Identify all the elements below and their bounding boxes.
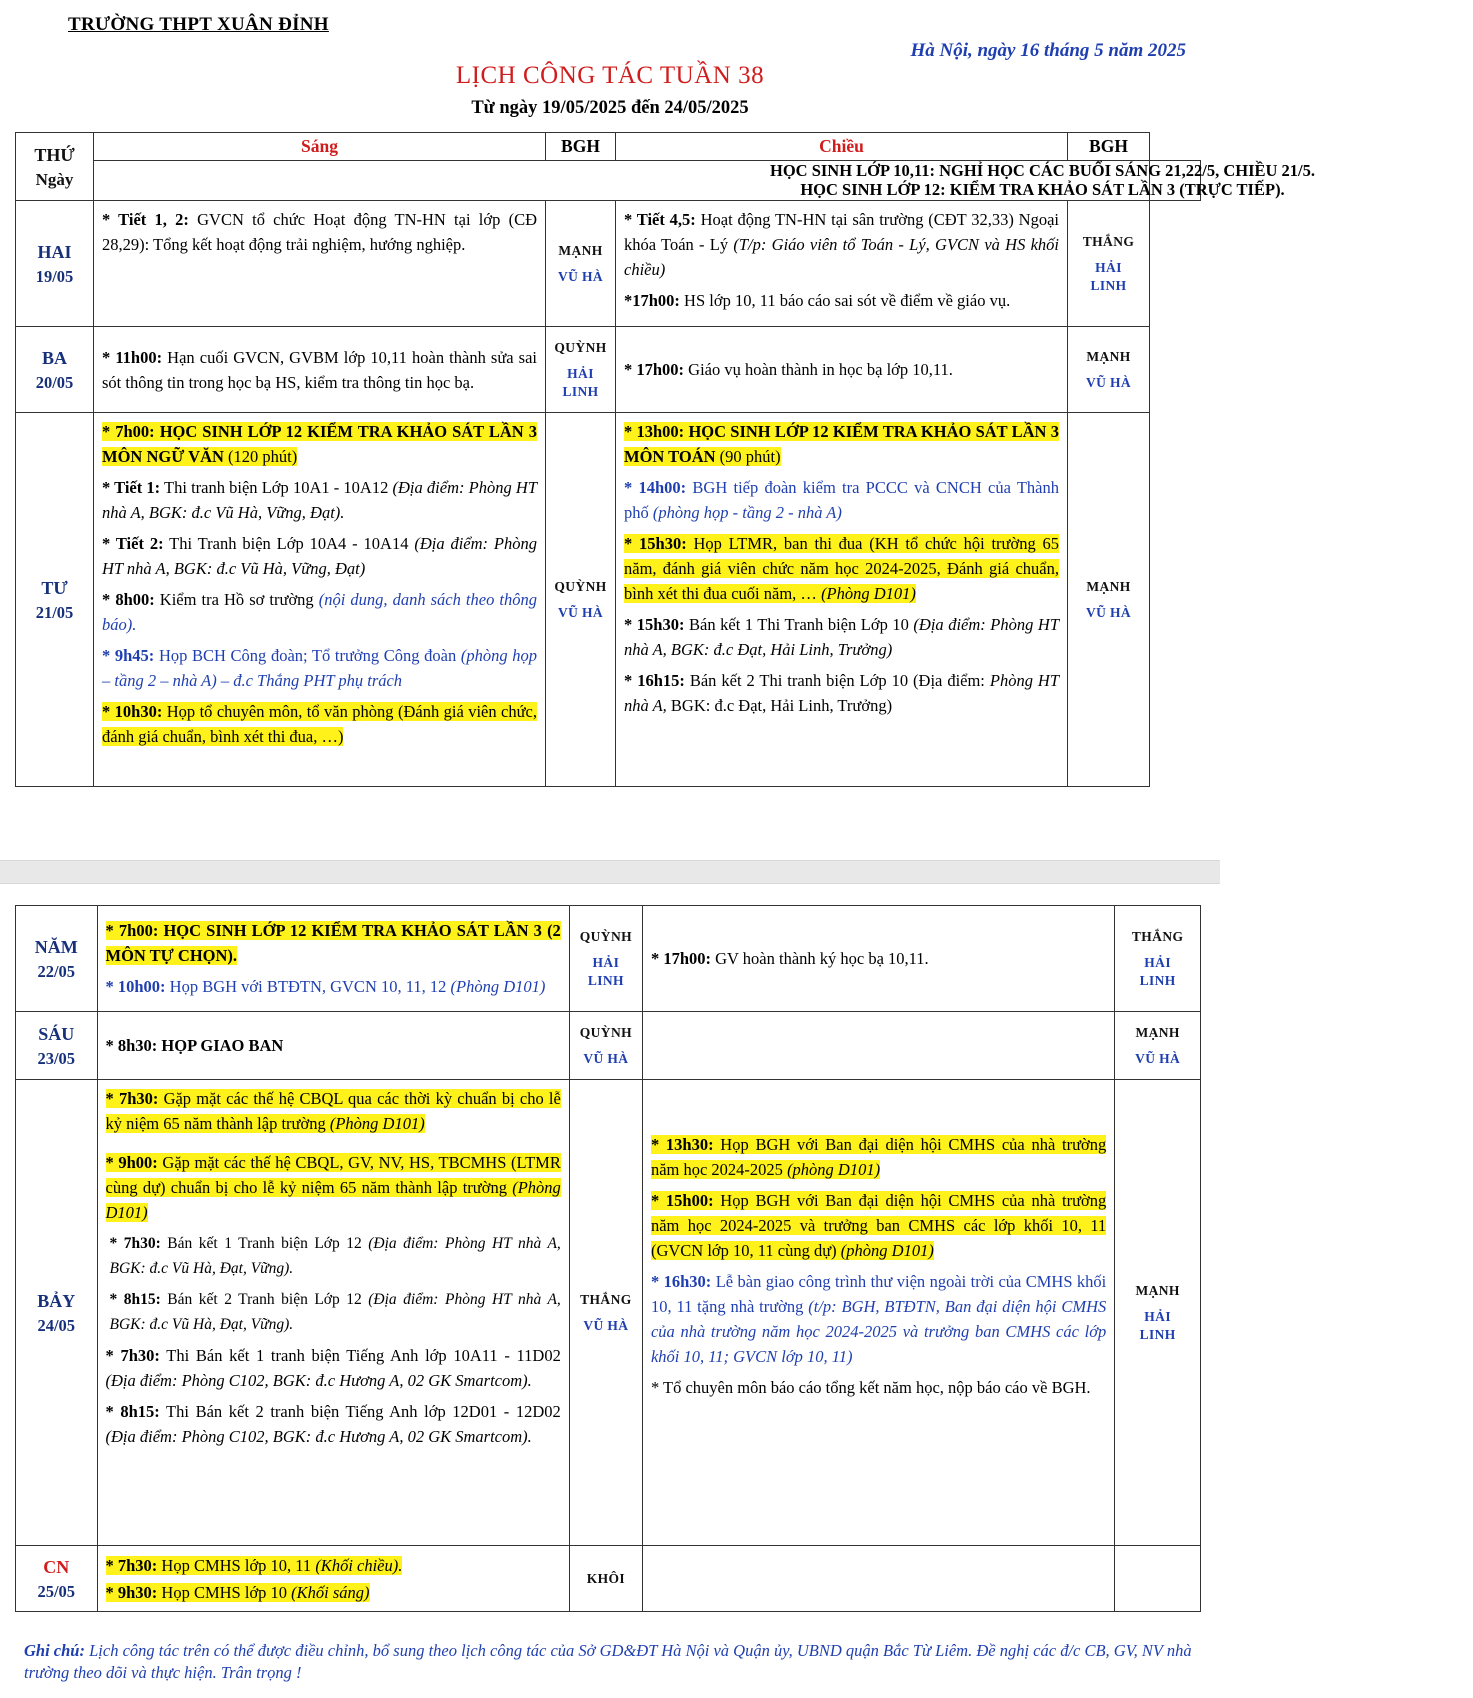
- list-item: * 7h30: Thi Bán kết 1 tranh biện Tiếng Anh lớp 10A11 - 11D02 (Địa điểm: Phòng C102, BGK: đ.c Hương A, 02 GK Smartcom).: [105, 1346, 561, 1390]
- list-item: * Tổ chuyên môn báo cáo tổng kết năm học, nộp báo cáo về BGH.: [650, 1378, 1091, 1397]
- col-header-morning: Sáng: [94, 133, 546, 161]
- bgh-cell: QUỲNH HẢI LINH: [546, 327, 616, 413]
- afternoon-cell: [642, 1080, 1114, 1546]
- issue-date: Hà Nội, ngày 16 tháng 5 năm 2025: [910, 40, 1186, 61]
- bgh-cell: QUỲNH HẢI LINH: [569, 906, 642, 1012]
- afternoon-cell: [616, 201, 1068, 327]
- footnote: Ghi chú: Lịch công tác trên có thể được điều chỉnh, bổ sung theo lịch công tác của Sở GD&ĐT Hà Nội và Quận ủy, UBND quận Bắc Từ Liêm. Đề nghị các đ/c CB, GV, NV nhà trường theo dõi và thực hiện. Trân trọng !: [24, 1641, 1192, 1682]
- notice: [769, 161, 1315, 201]
- day-cell: NĂM 22/05: [16, 906, 98, 1012]
- afternoon-cell: [616, 413, 1068, 787]
- bgh2-cell: THẮNG HẢI LINH: [1115, 906, 1201, 1012]
- row-wednesday: [16, 413, 1201, 787]
- date-range: Từ ngày 19/05/2025 đến 24/05/2025: [471, 98, 749, 118]
- col-header-day: THỨ Ngày: [16, 133, 94, 201]
- bgh2-cell: [1115, 1546, 1201, 1612]
- list-item: * 15h30: Họp LTMR, ban thi đua (KH tổ chức hội trường 65 năm, đánh giá viên chức năm học 2024-2025, Đánh giá chuẩn, bình xét thi đua cuối năm, … (Phòng D101): [624, 534, 1059, 603]
- bgh2-cell: MẠNH VŨ HÀ: [1068, 413, 1150, 787]
- afternoon-cell: [642, 906, 1114, 1012]
- list-item: * 17h00: Giáo vụ hoàn thành in học bạ lớp 10,11.: [624, 360, 953, 379]
- page-separator: [0, 860, 1220, 884]
- afternoon-cell: [642, 1546, 1114, 1612]
- list-item: * 8h00: Kiểm tra Hồ sơ trường (nội dung, danh sách theo thông báo).: [102, 590, 537, 634]
- day-cell: SÁU 23/05: [16, 1012, 98, 1080]
- row-monday: [16, 201, 1201, 327]
- list-item: * 13h00: HỌC SINH LỚP 12 KIỂM TRA KHẢO SÁT LẦN 3 MÔN TOÁN (90 phút): [624, 422, 1059, 466]
- list-item: * 8h30: HỌP GIAO BAN: [105, 1036, 284, 1055]
- list-item: *17h00: HS lớp 10, 11 báo cáo sai sót về điểm về giáo vụ.: [624, 291, 1011, 310]
- list-item: * 7h00: HỌC SINH LỚP 12 KIỂM TRA KHẢO SÁT LẦN 3 MÔN NGỮ VĂN (120 phút): [102, 422, 537, 466]
- morning-cell: [97, 1546, 569, 1612]
- morning-cell: [97, 1012, 569, 1080]
- row-thursday: [16, 906, 1201, 1012]
- list-item: * 10h30: Họp tổ chuyên môn, tổ văn phòng (Đánh giá viên chức, đánh giá chuẩn, bình xét thi đua, …): [102, 702, 537, 746]
- list-item: * 14h00: BGH tiếp đoàn kiểm tra PCCC và CNCH của Thành phố (phòng họp - tầng 2 - nhà A): [624, 478, 1060, 522]
- row-sunday: [16, 1546, 1201, 1612]
- list-item: * 8h15: Bán kết 2 Tranh biện Lớp 12 (Địa điểm: Phòng HT nhà A, BGK: đ.c Vũ Hà, Đạt, Vững).: [109, 1291, 561, 1333]
- col-header-bgh: BGH: [546, 133, 616, 161]
- list-item: * 17h00: GV hoàn thành ký học bạ 10,11.: [650, 949, 929, 968]
- afternoon-cell: [616, 327, 1068, 413]
- day-cell: TƯ 21/05: [16, 413, 94, 787]
- bgh-cell: QUỲNH VŨ HÀ: [569, 1012, 642, 1080]
- list-item: * 15h00: Họp BGH với Ban đại diện hội CMHS của nhà trường năm học 2024-2025 và trưởng ban CMHS các lớp khối 10, 11 (GVCN lớp 10, 11 cùng dự) (phòng D101): [650, 1191, 1107, 1260]
- morning-cell: [97, 906, 569, 1012]
- list-item: * Tiết 1, 2: GVCN tổ chức Hoạt động TN-HN tại lớp (CĐ 28,29): Tổng kết hoạt động trải nghiệm, hướng nghiệp.: [102, 210, 537, 254]
- day-cell: HAI 19/05: [16, 201, 94, 327]
- list-item: * 10h00: Họp BGH với BTĐTN, GVCN 10, 11, 12 (Phòng D101): [105, 977, 546, 996]
- bgh2-cell: THẮNG HẢI LINH: [1068, 201, 1150, 327]
- morning-cell: [94, 201, 546, 327]
- list-item: * 16h15: Bán kết 2 Thi tranh biện Lớp 10 (Địa điểm: Phòng HT nhà A, BGK: đ.c Đạt, Hải Linh, Trưởng): [624, 671, 1059, 715]
- list-item: * 8h15: Thi Bán kết 2 tranh biện Tiếng Anh lớp 12D01 - 12D02 (Địa điểm: Phòng C102, BGK: đ.c Hương A, 02 GK Smartcom).: [105, 1402, 561, 1446]
- list-item: * 7h30: Bán kết 1 Tranh biện Lớp 12 (Địa điểm: Phòng HT nhà A, BGK: đ.c Vũ Hà, Đạt, Vững).: [109, 1235, 561, 1277]
- col-header-bgh2: BGH: [1068, 133, 1150, 161]
- row-tuesday: [16, 327, 1201, 413]
- bgh2-cell: MẠNH HẢI LINH: [1115, 1080, 1201, 1546]
- list-item: * Tiết 1: Thi tranh biện Lớp 10A1 - 10A12 (Địa điểm: Phòng HT nhà A, BGK: đ.c Vũ Hà, Vững, Đạt).: [102, 478, 537, 522]
- day-cell: CN 25/05: [16, 1546, 98, 1612]
- day-cell: BA 20/05: [16, 327, 94, 413]
- bgh-cell: QUỲNH VŨ HÀ: [546, 413, 616, 787]
- page-title: LỊCH CÔNG TÁC TUẦN 38: [455, 62, 765, 89]
- morning-cell: [94, 327, 546, 413]
- list-item: * 16h30: Lễ bàn giao công trình thư viện ngoài trời của CMHS khối 10, 11 tặng nhà trường (t/p: BGH, BTĐTN, Ban đại diện hội CMHS của nhà trường năm học 2024-2025 và trưởng ban CMHS các lớp khối 10, 11; GVCN lớp 10, 11): [650, 1272, 1107, 1366]
- list-item: * 7h00: HỌC SINH LỚP 12 KIỂM TRA KHẢO SÁT LẦN 3 (2 MÔN TỰ CHỌN).: [105, 921, 561, 965]
- row-friday: [16, 1012, 1201, 1080]
- list-item: * 7h30: Gặp mặt các thế hệ CBQL qua các thời kỳ chuẩn bị cho lễ kỷ niệm 65 năm thành lập trường (Phòng D101): [105, 1089, 561, 1133]
- bgh2-cell: MẠNH VŨ HÀ: [1115, 1012, 1201, 1080]
- morning-cell: [97, 1080, 569, 1546]
- list-item: * 15h30: Bán kết 1 Thi Tranh biện Lớp 10 (Địa điểm: Phòng HT nhà A, BGK: đ.c Đạt, Hải Linh, Trưởng): [624, 615, 1060, 659]
- list-item: * 9h30: Họp CMHS lớp 10 (Khối sáng): [105, 1582, 370, 1602]
- row-saturday: [16, 1080, 1201, 1546]
- list-item: * 9h45: Họp BCH Công đoàn; Tổ trưởng Công đoàn (phòng họp – tầng 2 – nhà A) – đ.c Thắng PHT phụ trách: [102, 646, 538, 690]
- notice-line-2: HỌC SINH LỚP 12: KIỂM TRA KHẢO SÁT LẦN 3 (TRỰC TIẾP).: [800, 180, 1285, 199]
- col-header-afternoon: Chiều: [616, 133, 1068, 161]
- notice-line-1: HỌC SINH LỚP 10,11: NGHỈ HỌC CÁC BUỔI SÁNG 21,22/5, CHIỀU 21/5.: [769, 161, 1315, 180]
- list-item: * 9h00: Gặp mặt các thế hệ CBQL, GV, NV, HS, TBCMHS (LTMR cùng dự) chuẩn bị cho lễ kỷ niệm 65 năm thành lập trường (Phòng D101): [105, 1153, 561, 1222]
- list-item: * Tiết 2: Thi Tranh biện Lớp 10A4 - 10A14 (Địa điểm: Phòng HT nhà A, BGK: đ.c Vũ Hà, Vững, Đạt): [102, 534, 537, 578]
- schedule-table-part-2: [15, 905, 1201, 1612]
- schedule-table-part-1: [15, 132, 1315, 787]
- list-item: * 7h30: Họp CMHS lớp 10, 11 (Khối chiều).: [105, 1555, 403, 1575]
- list-item: * 13h30: Họp BGH với Ban đại diện hội CMHS của nhà trường năm học 2024-2025 (phòng D101): [650, 1135, 1107, 1179]
- day-cell: BẢY 24/05: [16, 1080, 98, 1546]
- bgh-cell: THẮNG VŨ HÀ: [569, 1080, 642, 1546]
- morning-cell: [94, 413, 546, 787]
- bgh-cell: MẠNH VŨ HÀ: [546, 201, 616, 327]
- afternoon-cell: [642, 1012, 1114, 1080]
- bgh2-cell: MẠNH VŨ HÀ: [1068, 327, 1150, 413]
- list-item: * Tiết 4,5: Hoạt động TN-HN tại sân trường (CĐT 32,33) Ngoại khóa Toán - Lý (T/p: Giáo viên tổ Toán - Lý, GVCN và HS khối chiều): [624, 210, 1059, 279]
- list-item: * 11h00: Hạn cuối GVCN, GVBM lớp 10,11 hoàn thành sửa sai sót thông tin trong học bạ HS, kiểm tra thông tin học bạ.: [102, 347, 537, 392]
- bgh-cell: KHÔI: [569, 1546, 642, 1612]
- school-name: TRƯỜNG THPT XUÂN ĐỈNH: [68, 14, 329, 35]
